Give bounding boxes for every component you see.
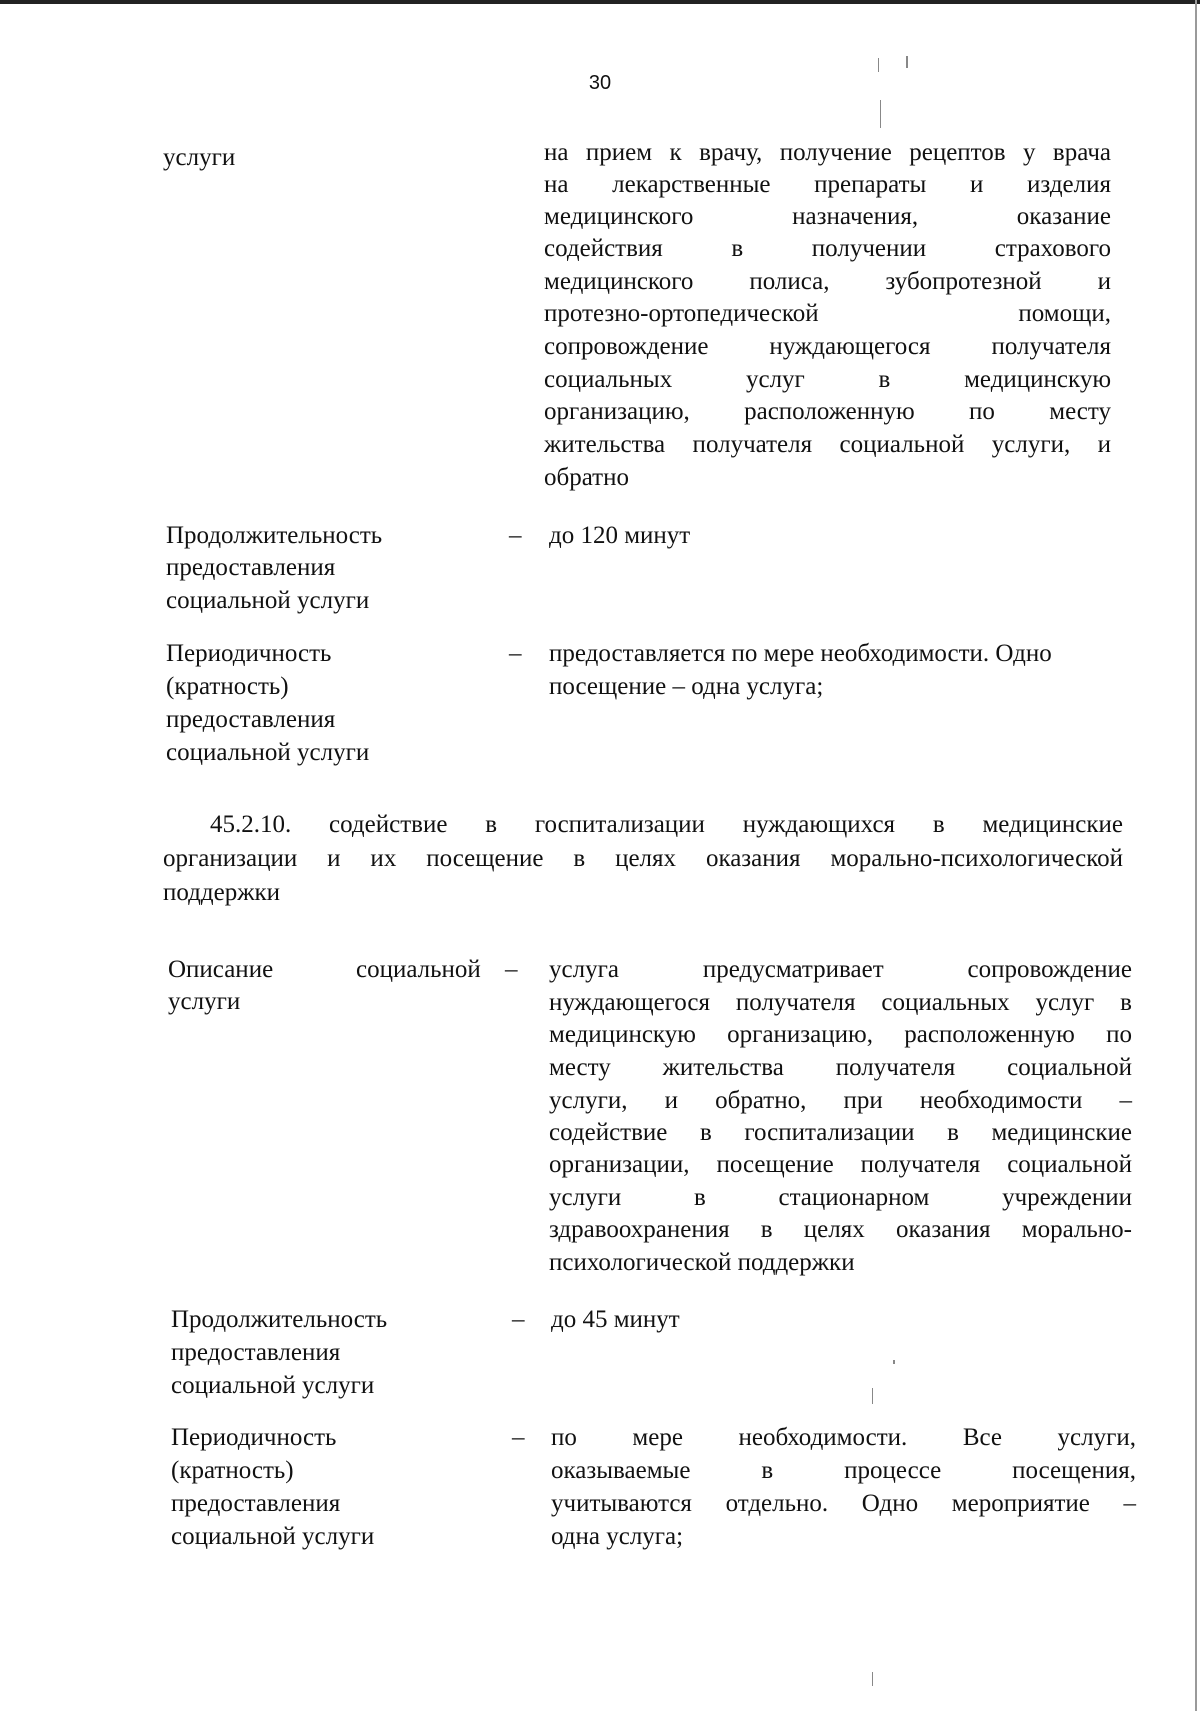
label-line: Описание bbox=[168, 956, 274, 983]
label-line: предоставления bbox=[166, 706, 336, 733]
text-line: жительства получателя социальной услуги, и bbox=[544, 431, 1111, 458]
text-line: предоставляется по мере необходимости. Одно bbox=[549, 640, 1052, 667]
prev-periodicity-dash: – bbox=[509, 640, 522, 667]
prev-duration-dash: – bbox=[509, 522, 522, 549]
label-line: социальной услуги bbox=[166, 739, 370, 766]
scan-top-border bbox=[0, 0, 1200, 4]
label-line: (кратность) bbox=[171, 1457, 294, 1484]
scan-right-border bbox=[1195, 0, 1197, 1711]
label-line: социальной услуги bbox=[166, 587, 370, 614]
label-line: социальной bbox=[356, 956, 481, 983]
label-line: социальной услуги bbox=[171, 1372, 375, 1399]
text-line: сопровождение нуждающегося получателя bbox=[544, 333, 1111, 360]
prev-description-label: услуги bbox=[163, 144, 236, 171]
text-line: психологической поддержки bbox=[549, 1249, 855, 1276]
description-dash: – bbox=[505, 956, 518, 983]
text-line: по мере необходимости. Все услуги, bbox=[551, 1424, 1136, 1451]
text-line: оказываемые в процессе посещения, bbox=[551, 1457, 1136, 1484]
label-line: Периодичность bbox=[166, 640, 332, 667]
text-line: медицинского назначения, оказание bbox=[544, 203, 1111, 230]
label-line: Периодичность bbox=[171, 1424, 337, 1451]
text-line: здравоохранения в целях оказания морально- bbox=[549, 1216, 1132, 1243]
duration-value: до 45 минут bbox=[551, 1306, 680, 1333]
label-line: Продолжительность bbox=[171, 1306, 388, 1333]
duration-dash: – bbox=[512, 1306, 525, 1333]
text-line: услуга предусматривает сопровождение bbox=[549, 956, 1132, 983]
scan-artifact bbox=[872, 1388, 873, 1404]
text-line: обратно bbox=[544, 464, 629, 491]
text-line: медицинскую организацию, расположенную по bbox=[549, 1021, 1132, 1048]
page-number: 30 bbox=[588, 72, 612, 94]
text-line: протезно-ортопедической помощи, bbox=[544, 300, 1111, 327]
label-line: предоставления bbox=[171, 1339, 341, 1366]
label-line: социальной услуги bbox=[171, 1523, 375, 1550]
text-line: одна услуга; bbox=[551, 1523, 684, 1550]
scan-artifact bbox=[906, 56, 908, 68]
text-line: нуждающегося получателя социальных услуг в bbox=[549, 989, 1132, 1016]
text-line: организацию, расположенную по месту bbox=[544, 398, 1111, 425]
text-line: месту жительства получателя социальной bbox=[549, 1054, 1132, 1081]
label-line: Продолжительность bbox=[166, 522, 383, 549]
text-line: услуги в стационарном учреждении bbox=[549, 1184, 1132, 1211]
prev-duration-value: до 120 минут bbox=[549, 522, 691, 549]
label-line: услуги bbox=[168, 988, 241, 1015]
scan-artifact bbox=[878, 58, 879, 72]
text-line: посещение – одна услуга; bbox=[549, 673, 824, 700]
label-line: предоставления bbox=[166, 554, 336, 581]
periodicity-dash: – bbox=[512, 1424, 525, 1451]
scan-artifact bbox=[872, 1672, 873, 1686]
scan-artifact bbox=[893, 1360, 895, 1364]
text-line: на лекарственные препараты и изделия bbox=[544, 171, 1111, 198]
text-line: организации, посещение получателя социальной bbox=[549, 1151, 1132, 1178]
label-line: (кратность) bbox=[166, 673, 289, 700]
label-line: предоставления bbox=[171, 1490, 341, 1517]
text-line: социальных услуг в медицинскую bbox=[544, 366, 1111, 393]
heading-line: организации и их посещение в целях оказания морально-психологической bbox=[163, 845, 1123, 872]
text-line: медицинского полиса, зубопротезной и bbox=[544, 268, 1111, 295]
text-line: содействие в госпитализации в медицинские bbox=[549, 1119, 1132, 1146]
scan-artifact bbox=[880, 100, 881, 128]
text-line: учитываются отдельно. Одно мероприятие – bbox=[551, 1490, 1136, 1517]
heading-line: 45.2.10. содействие в госпитализации нуждающихся в медицинские bbox=[210, 811, 1123, 838]
text-line: содействия в получении страхового bbox=[544, 235, 1111, 262]
text-line: услуги, и обратно, при необходимости – bbox=[549, 1087, 1132, 1114]
heading-line: поддержки bbox=[163, 879, 280, 906]
text-line: на прием к врачу, получение рецептов у врача bbox=[544, 139, 1111, 166]
